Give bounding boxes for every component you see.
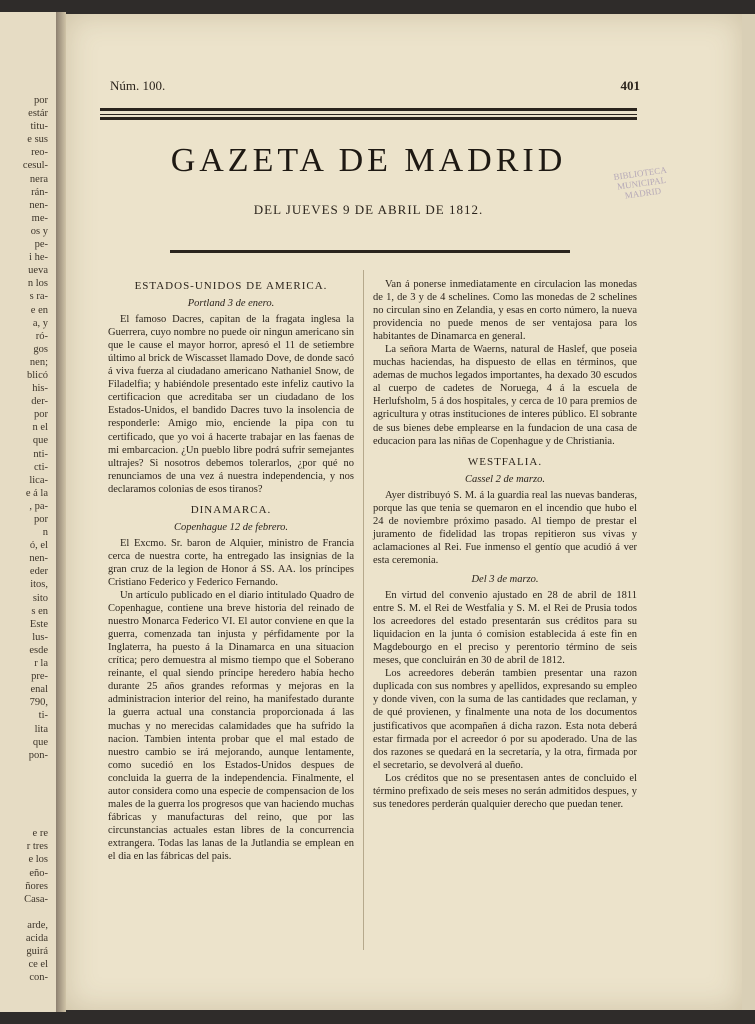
- dateline-cassel: Cassel 2 de marzo.: [465, 473, 545, 485]
- article-paragraph: Ayer distribuyó S. M. á la guardia real las nuevas banderas, porque las que tenia se quemaron en el incendio que hubo el 24 de noviembre próximo pasado. Al tiempo de prestar el juramento de fidelidad las tropas repitieron sus vivas y aclamaciones al Rei. Fue inmenso el gentío que acudió á ver esta ceremonia.: [373, 489, 637, 566]
- page-number: 401: [620, 78, 640, 93]
- article-paragraph: La señora Marta de Waerns, natural de Haslef, que poseia muchas haciendas, ha dispuesto de ellas en términos, que ademas de muchos legados importantes, ha dexado 30 escudos al cuerpo de cadetes de Noruega, 4 á la escuela de Herlufsholm, 5 á dos hospitales, y cerca de 10 para premios de agricultura y otras instituciones de interes público. El sobrante de sus bienes debe emplearse en la fundacion de una casa de educacion para las niñas de Copenhague y de Christiania.: [373, 344, 637, 447]
- right-column: [373, 278, 637, 811]
- left-column: [108, 278, 354, 863]
- facing-page-fragments: por estár titu- e sus reo- cesul- nera rán- nen- me- os y pe- i he- ueva n los s ra- e en a, y ró- gos nen; blicó his- der- por n el que nti- cti- lica- e á la , pa- por n ó, el nen- eder itos, sito s en Este lus- esde r la pre- enal 790, ti- lita que pon- e re r tres e los eño- ñores Casa- arde, acida guirá ce el con-: [22, 95, 48, 984]
- article-paragraph: Los créditos que no se presentasen antes de concluido el término prefixado de seis meses no serán admitidos despues, y sus tenedores perderán qualquier derecho que puedan tener.: [373, 772, 637, 810]
- facing-page-edge: [0, 12, 58, 1012]
- header-double-rule: [100, 108, 637, 120]
- dateline-portland: Portland 3 de enero.: [187, 298, 275, 310]
- section-heading-dinamarca: DINAMARCA.: [190, 503, 272, 516]
- issue-date: DEL JUEVES 9 DE ABRIL DE 1812.: [253, 202, 484, 217]
- section-heading-estados-unidos: ESTADOS-UNIDOS DE AMERICA.: [134, 280, 328, 292]
- masthead-rule: [170, 250, 570, 253]
- dateline-3-marzo: Del 3 de marzo.: [471, 573, 539, 585]
- dateline-copenhague: Copenhague 12 de febrero.: [173, 521, 289, 533]
- article-paragraph: Los acreedores deberán tambien presentar una razon duplicada con sus nombres y apellidos, expresando su empleo y donde viven, con la suma de las cantidades que reclaman, y de qué provienen, y finalmente una nota de los documentos justificativos que acompañen á dicha razon. Esta nota deberá estar firmada por el acreedor ó por su apoderado. Una de las dos razones se quedará en la secretaría, y la otra, firmada por el secretario, se devolverá al dueño.: [373, 668, 637, 771]
- masthead-title: GAZETA DE MADRID: [170, 142, 567, 179]
- page-right-edge: [742, 14, 755, 1010]
- article-paragraph: El Excmo. Sr. baron de Alquier, ministro de Francia cerca de nuestra corte, ha entregado las insignias de la gran cruz de la legion de Honor á SS. AA. los príncipes Cristiano Federico y Federico Fernando.: [108, 537, 354, 588]
- article-paragraph: El famoso Dacres, capitan de la fragata inglesa la Guerrera, cuyo nombre no puede oir ningun americano sin que le cause el mayor horror, apresó el 11 de setiembre último al brick de Wiscasset llamado Dove, de donde sacó á viva fuerza al ciudadano americano Nathaniel Snow, de Filadelfia; y habiéndole presentado este infeliz cautivo la certificacion que acreditaba ser un ciudadano de los Estados-Unidos, el bandido Dacres tuvo la insolencia de responderle: Amigo mio, enciende la pipa con tu certificado, que yo voi á hacerte trabajar en las faenas de mi embarcacion. ¿Un pueblo libre podrá sufrir semejantes ultrajes? Si nosotros debemos tolerarlos, ¿por qué no renunciamos de una vez á nuestra independencia, y nos declaramos colonias de esos tiranos?: [108, 314, 354, 495]
- library-stamp: BIBLIOTECA MUNICIPAL MADRID: [612, 164, 668, 201]
- section-heading-westfalia: WESTFALIA.: [467, 455, 543, 468]
- book-gutter: [56, 12, 66, 1012]
- article-paragraph: En virtud del convenio ajustado en 28 de abril de 1811 entre S. M. el Rei de Westfalia y S. M. el Rei de Prusia todos los acreedores del estado presentarán sus créditos para su liquidacion en la junta ó comision establecida á este fin en Magdebourgo en el preciso y perentorio término de seis meses, que concluirán en 30 de abril de 1812.: [373, 590, 637, 667]
- column-divider: [363, 270, 364, 950]
- article-paragraph: Un artículo publicado en el diario intitulado Quadro de Copenhague, contiene una breve historia del reinado de nuestro Monarca Federico VI. El autor conviene en que la guerra, comenzada tan injusta y pérfidamente por la Inglaterra, ha puesto á la Dinamarca en una situacion crítica; pero demuestra al mismo tiempo que el Soberano reinante, el qual siendo príncipe heredero había hecho durante 25 años grandes reformas y mejoras en la administracion interior del reino, ha manifestado durante la guerra actual una constancia proporcionada á las muchas y no merecidas calamidades que ha sufrido la nacion. Tambien intenta probar que el mal estado de nuestro cambio se irá mejorando, aunque lentamente, como sucedió en los Estados-Unidos despues de concluida la guerra de la independencia. Finalmente, el autor considera como una especie de compensacion de los males de la guerra los progresos que van haciendo muchas fábricas y manufacturas del reino, que por las circunstancias actuales estan libres de la concurrencia extrangera. Todas las lanas de la Jutlandia se emplean en el dia en las fábricas del pais.: [108, 590, 354, 862]
- issue-number: Núm. 100.: [110, 78, 166, 93]
- article-paragraph: Van á ponerse inmediatamente en circulacion las monedas de 1, de 3 y de 4 schelines. Como las monedas de 2 schelines no circulan sino en Zelandia, y esas en corto número, la nueva providencia no puede menos de ser ventajosa para los habitantes de Dinamarca en general.: [373, 279, 637, 343]
